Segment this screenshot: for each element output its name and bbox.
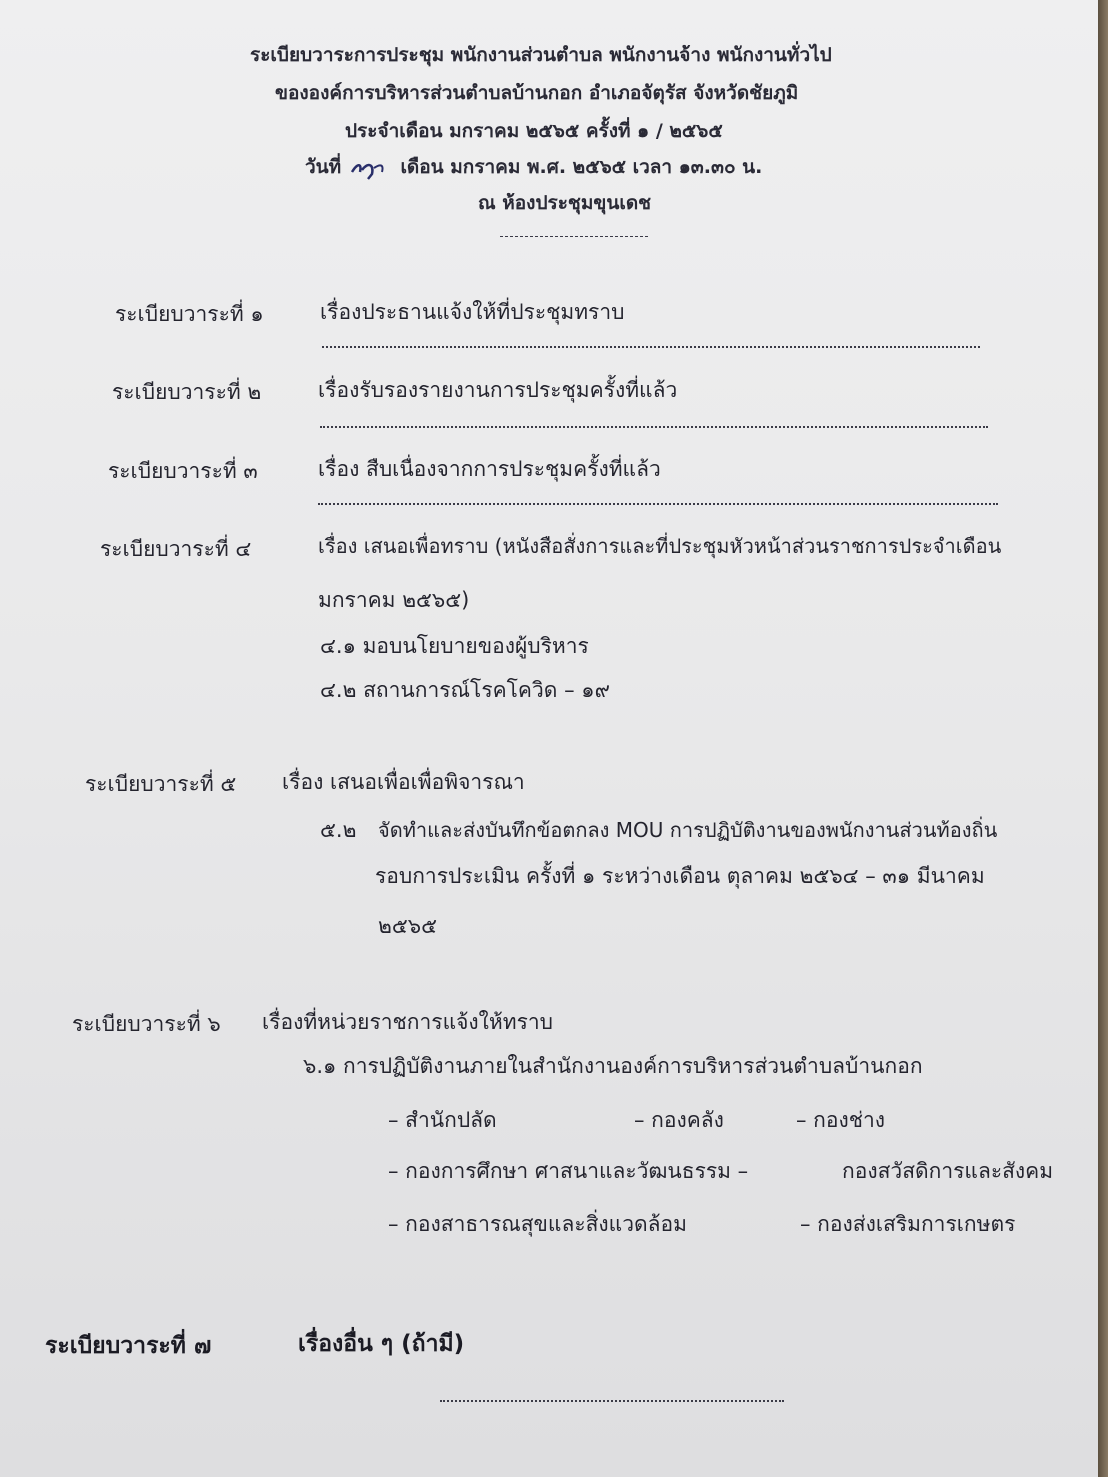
header-date-line [305, 152, 762, 182]
agenda-5-sub-line-3: ๒๕๖๕ [378, 914, 437, 938]
agenda-3-dotted-line [318, 503, 998, 505]
date-prefix: วันที่ [305, 156, 342, 178]
table-surface-edge [1098, 0, 1108, 1477]
agenda-1-label: ระเบียบวาระที่ ๑ [115, 302, 264, 326]
agenda-7-label: ระเบียบวาระที่ ๗ [45, 1333, 212, 1359]
agenda-4-sub-1: ๔.๑ มอบนโยบายของผู้บริหาร [320, 634, 589, 658]
agenda-2-text: เรื่องรับรองรายงานการประชุมครั้งที่แล้ว [318, 378, 678, 402]
division-social-welfare: กองสวัสดิการและสังคม [842, 1159, 1054, 1183]
division-engineering: – กองช่าง [796, 1108, 886, 1132]
agenda-4-sub-2: ๔.๒ สถานการณ์โรคโควิด – ๑๙ [320, 678, 610, 702]
header-title-line1: ระเบียบวาระการประชุม พนักงานส่วนตำบล พนักงานจ้าง พนักงานทั่วไป [250, 44, 832, 66]
agenda-4-text-continued: มกราคม ๒๕๖๕) [318, 588, 470, 612]
agenda-4-text: เรื่อง เสนอเพื่อทราบ (หนังสือสั่งการและที่ประชุมหัวหน้าส่วนราชการประจำเดือน [318, 534, 1002, 558]
agenda-5-label: ระเบียบวาระที่ ๕ [85, 772, 237, 796]
agenda-7-dotted-line [440, 1400, 784, 1402]
division-public-health: – กองสาธารณสุขและสิ่งแวดล้อม [388, 1212, 687, 1236]
handwritten-day-mark [348, 158, 394, 178]
agenda-2-dotted-line [320, 426, 988, 428]
agenda-7-text: เรื่องอื่น ๆ (ถ้ามี) [298, 1331, 465, 1357]
agenda-6-label: ระเบียบวาระที่ ๖ [72, 1012, 221, 1036]
agenda-3-label: ระเบียบวาระที่ ๓ [108, 459, 258, 483]
agenda-2-label: ระเบียบวาระที่ ๒ [112, 380, 262, 404]
header-title-line2: ขององค์การบริหารส่วนตำบลบ้านกอก อำเภอจัตุรัส จังหวัดชัยภูมิ [275, 82, 799, 104]
agenda-1-text: เรื่องประธานแจ้งให้ที่ประชุมทราบ [320, 300, 625, 324]
header-month-line: ประจำเดือน มกราคม ๒๕๖๕ ครั้งที่ ๑ / ๒๕๖๕ [345, 120, 723, 142]
agenda-5-sub-line-2: รอบการประเมิน ครั้งที่ ๑ ระหว่างเดือน ตุลาคม ๒๕๖๔ – ๓๑ มีนาคม [375, 864, 985, 888]
agenda-1-dotted-line [322, 346, 980, 348]
division-agriculture: – กองส่งเสริมการเกษตร [800, 1212, 1016, 1236]
agenda-6-sub: ๖.๑ การปฏิบัติงานภายในสำนักงานองค์การบริหารส่วนตำบลบ้านกอก [303, 1054, 923, 1078]
division-finance: – กองคลัง [634, 1108, 724, 1132]
header-venue-line: ณ ห้องประชุมขุนเดช [478, 192, 652, 214]
agenda-4-label: ระเบียบวาระที่ ๔ [100, 537, 252, 561]
agenda-5-sub-number: ๕.๒ [320, 818, 357, 842]
header-underline [500, 236, 648, 237]
agenda-5-text: เรื่อง เสนอเพื่อเพื่อพิจารณา [282, 770, 525, 794]
agenda-6-text: เรื่องที่หน่วยราชการแจ้งให้ทราบ [262, 1010, 554, 1034]
date-suffix: เดือน มกราคม พ.ศ. ๒๕๖๕ เวลา ๑๓.๓๐ น. [400, 156, 763, 178]
division-education: – กองการศึกษา ศาสนาและวัฒนธรรม – [388, 1159, 749, 1183]
division-office-of-permanent-secretary: – สำนักปลัด [388, 1108, 497, 1132]
agenda-5-sub-line-1: จัดทำและส่งบันทึกข้อตกลง MOU การปฏิบัติงานของพนักงานส่วนท้องถิ่น [378, 818, 998, 842]
agenda-3-text: เรื่อง สืบเนื่องจากการประชุมครั้งที่แล้ว [318, 457, 661, 481]
